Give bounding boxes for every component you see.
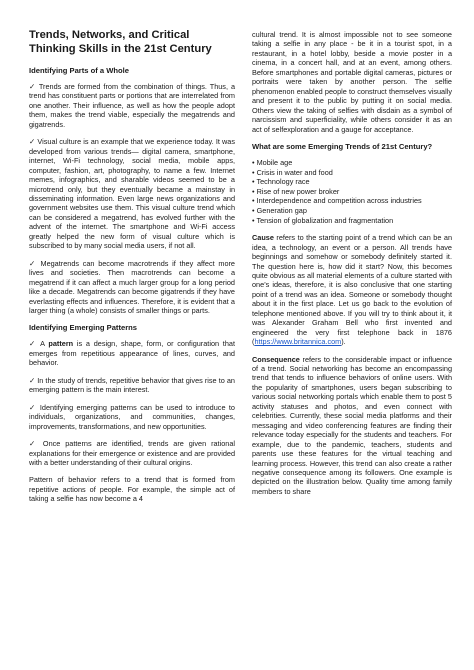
britannica-link[interactable]: https://www.britannica.com (254, 337, 342, 347)
document-title: Trends, Networks, and Critical Thinking Skills in the 21st Century (29, 29, 212, 55)
list-item: • Tension of globalization and fragmentation (252, 215, 394, 225)
list-item: • Rise of new power broker (252, 186, 340, 196)
term-consequence: Consequence (252, 354, 300, 364)
paragraph-pattern-definition: ✓ A pattern is a design, shape, form, or configuration that emerges from repetitious appearance of lines, curves, and behavior. (29, 339, 235, 368)
paragraph-identifying-patterns: ✓ Identifying emerging patterns can be used to introduce to individuals, organizations, and communities, changes, improvements, transformations, and new opportunities. (29, 402, 235, 431)
emerging-trends-list (252, 158, 452, 225)
paragraph-visual-culture: ✓ Visual culture is an example that we experience today. It was developed from various trends— digital camera, smartphone, internet, Wi-Fi technology, social media, mobile apps, computer, fashion, art, photography, to name a few. Internet memes, infographics, and sharable videos seemed to be a microtrend only, but they eventually became a mainstay in disseminating information. Even large news organizations and government websites use them. This visual culture trend which can be considered a megatrend, has evolved further with the advent of the internet. The smartphone and Wi-Fi access greatly helped the new form of visual culture which is subscribed to by many social media users, if not all. (29, 137, 235, 251)
heading-identifying-parts: Identifying Parts of a Whole (29, 66, 129, 75)
heading-emerging-patterns: Identifying Emerging Patterns (29, 323, 138, 333)
paragraph-pattern-of-behavior: Pattern of behavior refers to a trend that is formed from repetitive actions of people. For example, the simple act of taking a selfie has now become a 4 (29, 475, 235, 504)
list-item: • Crisis in water and food (252, 167, 333, 177)
paragraph-selfie-trend: cultural trend. It is almost impossible not to see someone taking a selfie in any place - be it in a tourist spot, in a restaurant, in a hotel lobby, beside a movie poster in a cinema, in a concert hall, and at an event, among others. Before smartphones and portable digital cameras, pictures or portraits were taken by another person. The selfie phenomenon enabled people to construct themselves visually and present it to the public by putting it on social media. Others view the taking of selfies with disdain as a symbol of narcissism and superficiality, while others consider it as an act of selfexploration and a gauge for acceptance. (252, 30, 452, 134)
paragraph-megatrends: ✓ Megatrends can become macrotrends if they affect more lives and societies. Then macrotrends can become a megatrend if it can affect a much larger group for a long period like a decade. Megatrends can become gigatrends if they have everlasting effects and influences. Therefore, it is evident that a larger thing (a whole) consists of smaller things or parts. (29, 258, 235, 315)
list-item: • Generation gap (252, 205, 307, 215)
term-pattern: pattern (48, 339, 74, 349)
right-column (252, 30, 452, 496)
paragraph-trends-formed: ✓ Trends are formed from the combination of things. Thus, a trend has constituent parts or portions that are interrelated from one another. Their influence, as well as how the people adopt them, makes the trend viable, especially the megatrends and gigatrends. (29, 82, 235, 129)
paragraph-patterns-identified: ✓ Once patterns are identified, trends are given rational explanations for their emergence or existence and are provided with a better understanding of their cultural origins. (29, 439, 235, 467)
left-column (29, 28, 235, 504)
paragraph-consequence: Consequence refers to the considerable impact or influence of a trend. Social networking has become an encompassing trend that tends to influence behaviors of online users. With the popularity of smartphones, users began subscribing to various social networking portals which enable them to post 5 activity statuses and photos, and even connect with celebrities. Currently, these social media platforms and their messaging and video conferencing features are finding their relevance today especially for the students and teachers. For example, due to the pandemic, teachers, students and parents use these features for the virtual teaching and learning process. However, this trend can also create a rather negative consequence among its followers. One example is depicted on the illustration below. Quality time among family members to share (252, 354, 452, 496)
list-item: • Mobile age (252, 157, 293, 167)
list-item: • Interdependence and competition across industries (252, 196, 422, 206)
paragraph-repetitive-behavior: ✓ In the study of trends, repetitive behavior that gives rise to an emerging pattern is the main interest. (29, 375, 235, 395)
term-cause: Cause (252, 233, 274, 243)
list-item: • Technology race (252, 177, 310, 187)
paragraph-cause: Cause refers to the starting point of a trend which can be an idea, a technology, an event or a person. All trends have beginnings and somehow or somebody definitely started it. The question here is, how did it start? Now, this becomes quite obvious as all material elements of a culture started with one’s ideas, therefore, it is also conclusive that one starting point of a trend was an idea. Someone or somebody thought about it in the first place. Let us go back to the evolution of telephone mentioned above. If you will try to think about it, it was Alexander Graham Bell who first invented and engineered the very first telephone back in 1876 (https://www.britannica.com). (252, 233, 452, 347)
heading-emerging-trends: What are some Emerging Trends of 21st Century? (252, 141, 433, 151)
